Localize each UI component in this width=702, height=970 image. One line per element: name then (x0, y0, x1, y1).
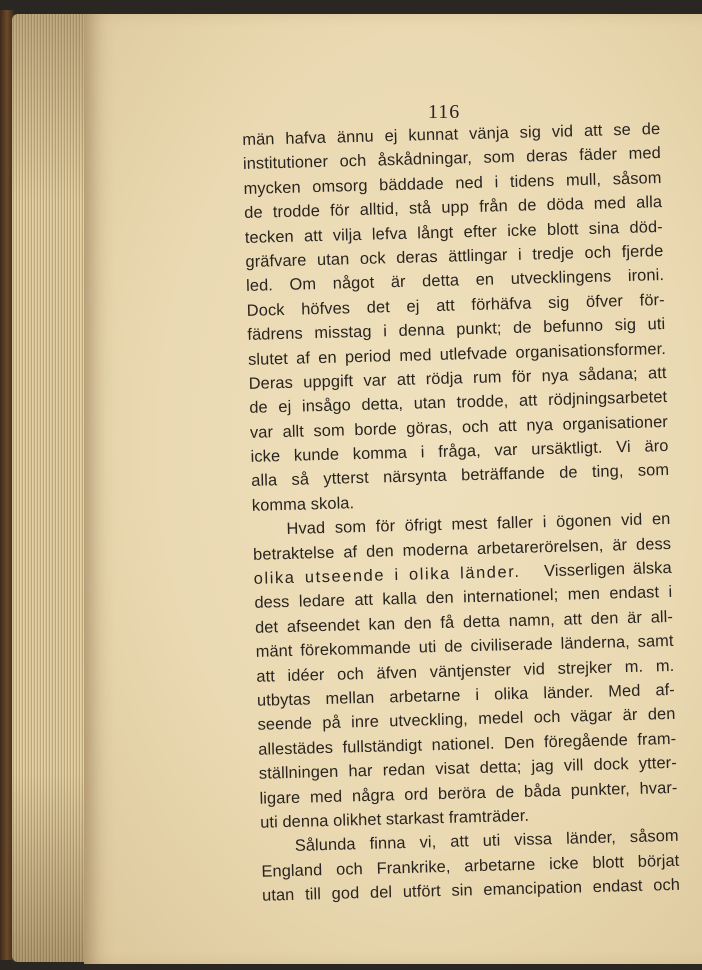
text-line: led. Om något är detta en utvecklingens ironi. (245, 266, 665, 296)
page-edges (12, 14, 86, 962)
text-line: England och Frankrike, arbetarne icke blott börjat (261, 851, 680, 881)
text-line: utan till god del utfört sin emancipation endast och (261, 875, 681, 905)
text-line: komma skola. (251, 494, 355, 515)
page-number: 116 (428, 101, 461, 123)
text-line: dess ledare att kalla den internationel; men endast i (254, 583, 673, 613)
text-line: uti denna olikhet starkast framträder. (259, 806, 530, 832)
text-line: ligare med några ord beröra de båda punkter, hvar- (259, 778, 678, 808)
text-line: var allt som borde göras, och att nya organisationer (249, 412, 669, 442)
text-fragment: Visserligen älska (543, 558, 672, 581)
body-text (242, 117, 680, 908)
text-line: Hvad som för öfrigt mest faller i ögonen vid en (286, 510, 671, 539)
text-line: att idéer och äfven väntjenster vid strejker m. m. (256, 656, 675, 686)
text-line: det afseendet kan den få detta namn, att den är all- (254, 607, 674, 637)
text-line: ställningen har redan visat detta; jag vill dock ytter- (258, 753, 678, 783)
text-line: de ej insågo detta, utan trodde, att rödjningsarbetet (249, 388, 668, 418)
text-line: fädrens misstag i denna punkt; de befunno sig uti (247, 315, 666, 345)
text-line: tecken att vilja lefva långt efter icke blott sina död- (244, 217, 663, 247)
text-line: institutioner och åskådningar, som deras fäder med (242, 144, 662, 174)
text-line: Dock höfves det ej att förhäfva sig öfver för- (246, 290, 665, 320)
emphasized-text: olika utseende i olika länder. (253, 562, 521, 588)
text-line: alla så ytterst närsynta beträffande de ting, som (251, 461, 670, 491)
text-line: Sålunda finna vi, att uti vissa länder, såsom (294, 827, 679, 856)
text-line: Deras uppgift var att rödja rum för nya sådana; att (248, 363, 667, 393)
text-line: män hafva ännu ej kunnat vänja sig vid att se de (242, 120, 661, 149)
text-line: gräfvare utan ock deras ättlingar i tredje och fjerde (245, 241, 664, 271)
text-line: de trodde för alltid, stå upp från de döda med alla (243, 193, 663, 223)
text-line: utbytas mellan arbetarne i olika länder. Med af- (256, 680, 676, 710)
text-line: icke kunde komma i fråga, var ursäktligt. Vi äro (250, 437, 669, 466)
text-line: betraktelse af den moderna arbetarerörelsen, är dess (252, 534, 672, 564)
text-line: slutet af en period med utlefvade organisationsformer. (247, 339, 667, 369)
text-line: allestädes fullständigt nationel. Den föregående fram- (258, 729, 677, 759)
text-line: seende på inre utveckling, medel och vägar är den (257, 705, 676, 735)
text-line: mycken omsorg bäddade ned i tidens mull, såsom (243, 168, 662, 198)
text-line: mänt förekommande uti de civiliserade länderna, samt (255, 632, 674, 662)
